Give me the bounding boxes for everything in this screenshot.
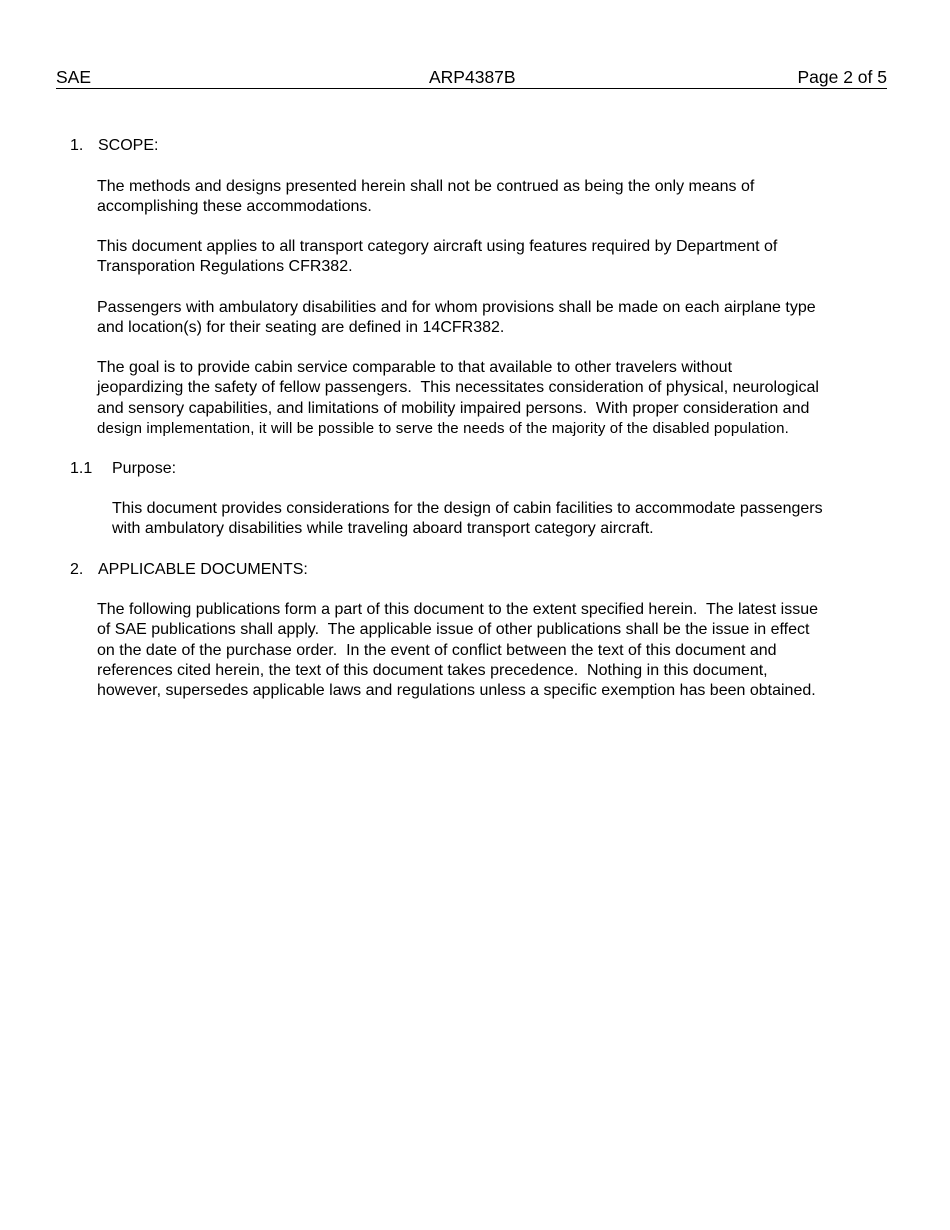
section-number: 1.: [70, 137, 84, 154]
text-line: on the date of the purchase order. In the event of conflict between the text of this document and: [97, 641, 777, 659]
text-line: The goal is to provide cabin service comparable to that available to other travelers without: [97, 359, 733, 376]
text-line: design implementation, it will be possible to serve the needs of the majority of the disabled population.: [97, 419, 789, 437]
section-title: SCOPE:: [98, 137, 159, 154]
text-line: references cited herein, the text of this document takes precedence. Nothing in this document,: [97, 661, 768, 679]
text-line: The following publications form a part of this document to the extent specified herein. The latest issue: [97, 601, 818, 618]
scope-paragraph-1: [97, 177, 887, 218]
section-title: Purpose:: [112, 460, 177, 477]
text-line: This document applies to all transport category aircraft using features required by Department of: [97, 238, 778, 255]
purpose-paragraph-1: [112, 499, 887, 540]
section-heading-purpose: [70, 459, 370, 480]
scope-paragraph-4: [97, 358, 887, 439]
text-line: with ambulatory disabilities while traveling aboard transport category aircraft.: [112, 520, 654, 538]
text-line: This document provides considerations for the design of cabin facilities to accommodate passengers: [112, 500, 823, 517]
header-organization: SAE: [56, 67, 92, 87]
text-line: however, supersedes applicable laws and regulations unless a specific exemption has been obtained.: [97, 682, 816, 700]
text-line: and location(s) for their seating are defined in 14CFR382.: [97, 319, 505, 337]
text-line: accomplishing these accommodations.: [97, 198, 372, 216]
header-document-number: ARP4387B: [429, 67, 516, 87]
scope-paragraph-3: [97, 298, 887, 339]
page-header: [56, 66, 887, 89]
section-title: APPLICABLE DOCUMENTS:: [98, 561, 308, 578]
text-line: Transporation Regulations CFR382.: [97, 258, 353, 276]
text-line: and sensory capabilities, and limitations of mobility impaired persons. With proper consideration and: [97, 399, 810, 417]
scope-paragraph-2: [97, 237, 887, 278]
section-heading-applicable-documents: [70, 560, 470, 581]
text-line: of SAE publications shall apply. The applicable issue of other publications shall be the issue in effect: [97, 621, 810, 639]
section-number: 2.: [70, 561, 84, 578]
applicable-documents-paragraph-1: [97, 600, 887, 701]
text-line: The methods and designs presented herein shall not be contrued as being the only means of: [97, 178, 755, 195]
text-line: jeopardizing the safety of fellow passengers. This necessitates consideration of physical, neurological: [97, 379, 819, 397]
section-heading-scope: [70, 136, 370, 157]
text-line: Passengers with ambulatory disabilities and for whom provisions shall be made on each airplane type: [97, 299, 816, 316]
header-page-number: Page 2 of 5: [797, 67, 887, 87]
section-number: 1.1: [70, 460, 93, 477]
